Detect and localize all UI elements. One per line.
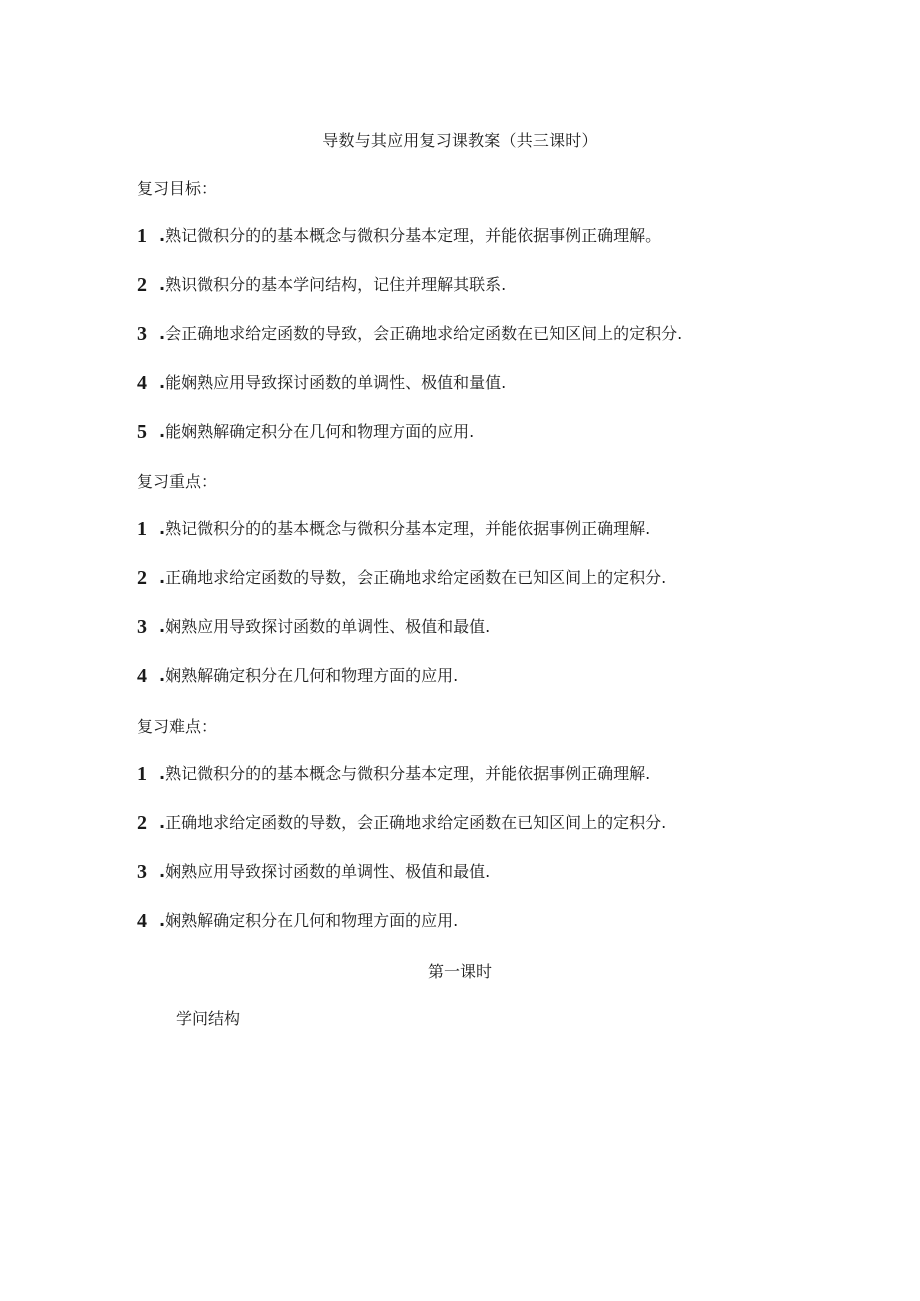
item-number: 1 <box>137 518 147 540</box>
item-text: 正确地求给定函数的导数，会正确地求给定函数在已知区间上的定积分. <box>165 568 667 587</box>
item-number: 5 <box>137 421 147 443</box>
knowledge-structure-heading: 学问结构 <box>176 1009 241 1028</box>
section-heading-key-points: 复习重点： <box>137 472 218 491</box>
item-text: 熟记微积分的的基本概念与微积分基本定理，并能依据事例正确理解。 <box>165 226 662 245</box>
list-item: 1 .熟记微积分的的基本概念与微积分基本定理，并能依据事例正确理解。 <box>137 225 662 247</box>
item-text: 能娴熟解确定积分在几何和物理方面的应用. <box>165 422 475 441</box>
item-text: 娴熟解确定积分在几何和物理方面的应用. <box>165 911 459 930</box>
item-number: 1 <box>137 763 147 785</box>
list-item: 4 .能娴熟应用导致探讨函数的单调性、极值和量值. <box>137 372 507 394</box>
item-text: 正确地求给定函数的导数，会正确地求给定函数在已知区间上的定积分. <box>165 813 667 832</box>
list-item: 3 .娴熟应用导致探讨函数的单调性、极值和最值. <box>137 861 491 883</box>
list-item: 3 .娴熟应用导致探讨函数的单调性、极值和最值. <box>137 616 491 638</box>
item-number: 4 <box>137 372 147 394</box>
item-number: 4 <box>137 910 147 932</box>
item-text: 会正确地求给定函数的导致，会正确地求给定函数在已知区间上的定积分. <box>165 324 683 343</box>
document-title: 导数与其应用复习课教案（共三课时） <box>322 131 598 150</box>
item-text: 娴熟应用导致探讨函数的单调性、极值和最值. <box>165 617 491 636</box>
item-text: 能娴熟应用导致探讨函数的单调性、极值和量值. <box>165 373 507 392</box>
list-item: 1 .熟记微积分的的基本概念与微积分基本定理，并能依据事例正确理解. <box>137 763 651 785</box>
lesson-title: 第一课时 <box>427 962 492 981</box>
list-item: 4 .娴熟解确定积分在几何和物理方面的应用. <box>137 910 459 932</box>
item-text: 熟记微积分的的基本概念与微积分基本定理，并能依据事例正确理解. <box>165 519 651 538</box>
item-number: 2 <box>137 274 147 296</box>
item-number: 1 <box>137 225 147 247</box>
list-item: 5 .能娴熟解确定积分在几何和物理方面的应用. <box>137 421 475 443</box>
list-item: 4 .娴熟解确定积分在几何和物理方面的应用. <box>137 665 459 687</box>
item-text: 娴熟解确定积分在几何和物理方面的应用. <box>165 666 459 685</box>
item-number: 2 <box>137 812 147 834</box>
item-number: 2 <box>137 567 147 589</box>
list-item: 2 .正确地求给定函数的导数，会正确地求给定函数在已知区间上的定积分. <box>137 567 667 589</box>
section-heading-goals: 复习目标： <box>137 179 218 198</box>
item-text: 熟识微积分的基本学问结构，记住并理解其联系. <box>165 275 507 294</box>
list-item: 2 .熟识微积分的基本学问结构，记住并理解其联系. <box>137 274 507 296</box>
item-number: 4 <box>137 665 147 687</box>
list-item: 2 .正确地求给定函数的导数，会正确地求给定函数在已知区间上的定积分. <box>137 812 667 834</box>
section-heading-difficulties: 复习难点： <box>137 717 218 736</box>
item-text: 娴熟应用导致探讨函数的单调性、极值和最值. <box>165 862 491 881</box>
item-number: 3 <box>137 323 147 345</box>
list-item: 1 .熟记微积分的的基本概念与微积分基本定理，并能依据事例正确理解. <box>137 518 651 540</box>
list-item: 3 .会正确地求给定函数的导致，会正确地求给定函数在已知区间上的定积分. <box>137 323 683 345</box>
item-number: 3 <box>137 861 147 883</box>
item-text: 熟记微积分的的基本概念与微积分基本定理，并能依据事例正确理解. <box>165 764 651 783</box>
item-number: 3 <box>137 616 147 638</box>
